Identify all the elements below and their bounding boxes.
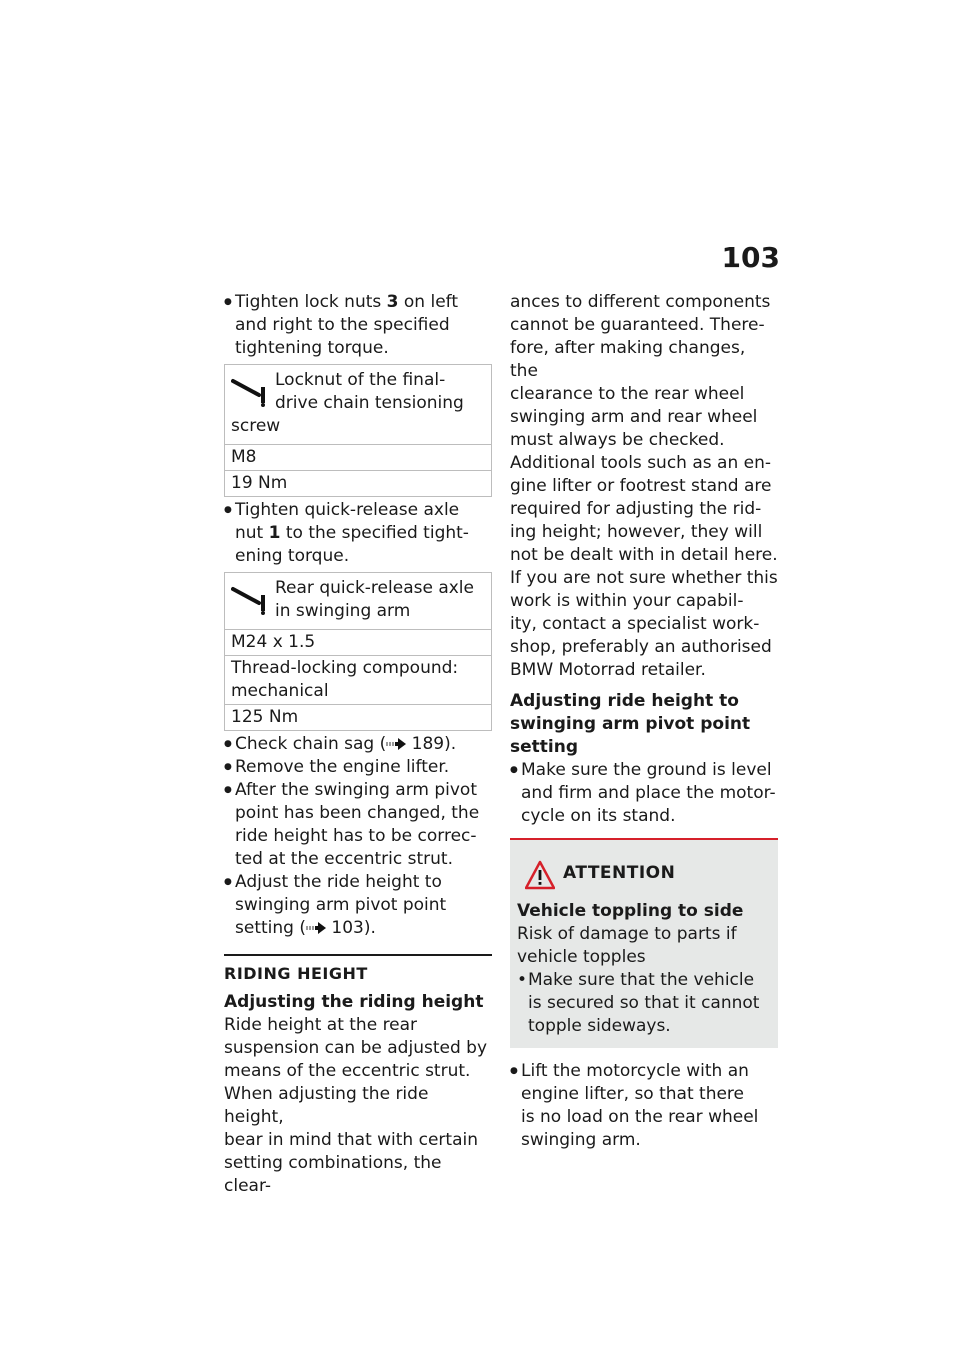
body-paragraph: ances to different components cannot be guaranteed. There- fore, after making changes, the clearance to the rear wheel swinging arm and rear wheel must always be checked. (510, 292, 771, 450)
torque-spec-locknut (224, 364, 492, 497)
section-title: RIDING HEIGHT (224, 964, 368, 983)
page-number: 103 (721, 241, 780, 274)
subsection-heading: Adjusting the riding height (224, 992, 484, 1012)
spec-header: Locknut of the final- drive chain tensioning screw (225, 365, 491, 445)
torque-spec-axle (224, 572, 492, 731)
step-lift-motorcycle: ● Lift the motorcycle with an engine lifter, so that there is no load on the rear wheel swinging arm. (510, 1060, 778, 1152)
step-tighten-lock-nuts: ● Tighten lock nuts 3 on left and right to the specified tightening torque. (224, 291, 492, 360)
attention-title: ATTENTION (563, 863, 676, 883)
step-tighten-axle-nut: ● Tighten quick-release axle nut 1 to the specified tight- ening torque. (224, 499, 492, 568)
attention-item: • Make sure that the vehicle is secured so that it cannot topple sideways. (517, 969, 771, 1038)
section-divider (224, 954, 492, 956)
wrench-icon (231, 373, 271, 407)
page-ref-link[interactable]: 189 (411, 734, 445, 754)
step-check-chain-sag: ● Check chain sag ( 189). (224, 733, 492, 756)
spec-locking-compound: Thread-locking compound: mechanical (225, 656, 491, 705)
step-pivot-changed: ● After the swinging arm pivot point has been changed, the ride height has to be correc- ted at the eccentric strut. (224, 779, 492, 871)
step-adjust-ride-height: ● Adjust the ride height to swinging arm pivot point setting ( 103). (224, 871, 492, 940)
spec-torque-value: 19 Nm (231, 473, 288, 493)
right-column (510, 291, 778, 1152)
attention-heading: Vehicle toppling to side (517, 901, 744, 921)
warning-icon (525, 860, 555, 890)
spec-header: Rear quick-release axle in swinging arm (225, 573, 491, 630)
spec-thread-size: M8 (225, 445, 491, 471)
step-level-ground: ● Make sure the ground is level and firm and place the motor- cycle on its stand. (510, 759, 778, 828)
page-ref-link[interactable]: 103 (331, 918, 364, 938)
step-remove-lifter: ● Remove the engine lifter. (224, 756, 492, 779)
page-ref-arrow-icon (306, 922, 326, 934)
wrench-icon (231, 581, 271, 615)
body-paragraph: Additional tools such as an en- gine lifter or footrest stand are required for adjusting the rid- ing height; however, they will not be dealt with in detail here. If you are not sure whether this work is within your capabil- ity, contact a specialist work- shop, preferably an authorised BMW Motorrad retailer. (510, 453, 778, 680)
body-paragraph: Ride height at the rear suspension can be adjusted by means of the eccentric strut. When adjusting the ride height, bear in mind that with certain setting combinations, the clear- (224, 1015, 488, 1196)
page-ref-arrow-icon (386, 738, 406, 750)
spec-thread-size: M24 x 1.5 (225, 630, 491, 656)
left-column (224, 291, 492, 1198)
spec-torque-value: 125 Nm (231, 707, 299, 727)
attention-box: ATTENTION Vehicle toppling to side Risk of damage to parts if vehicle topples • Make sure that the vehicle is secured so that it cannot topple sideways. (510, 838, 778, 1048)
subsection-heading: Adjusting ride height to swinging arm pivot point setting (510, 691, 751, 757)
